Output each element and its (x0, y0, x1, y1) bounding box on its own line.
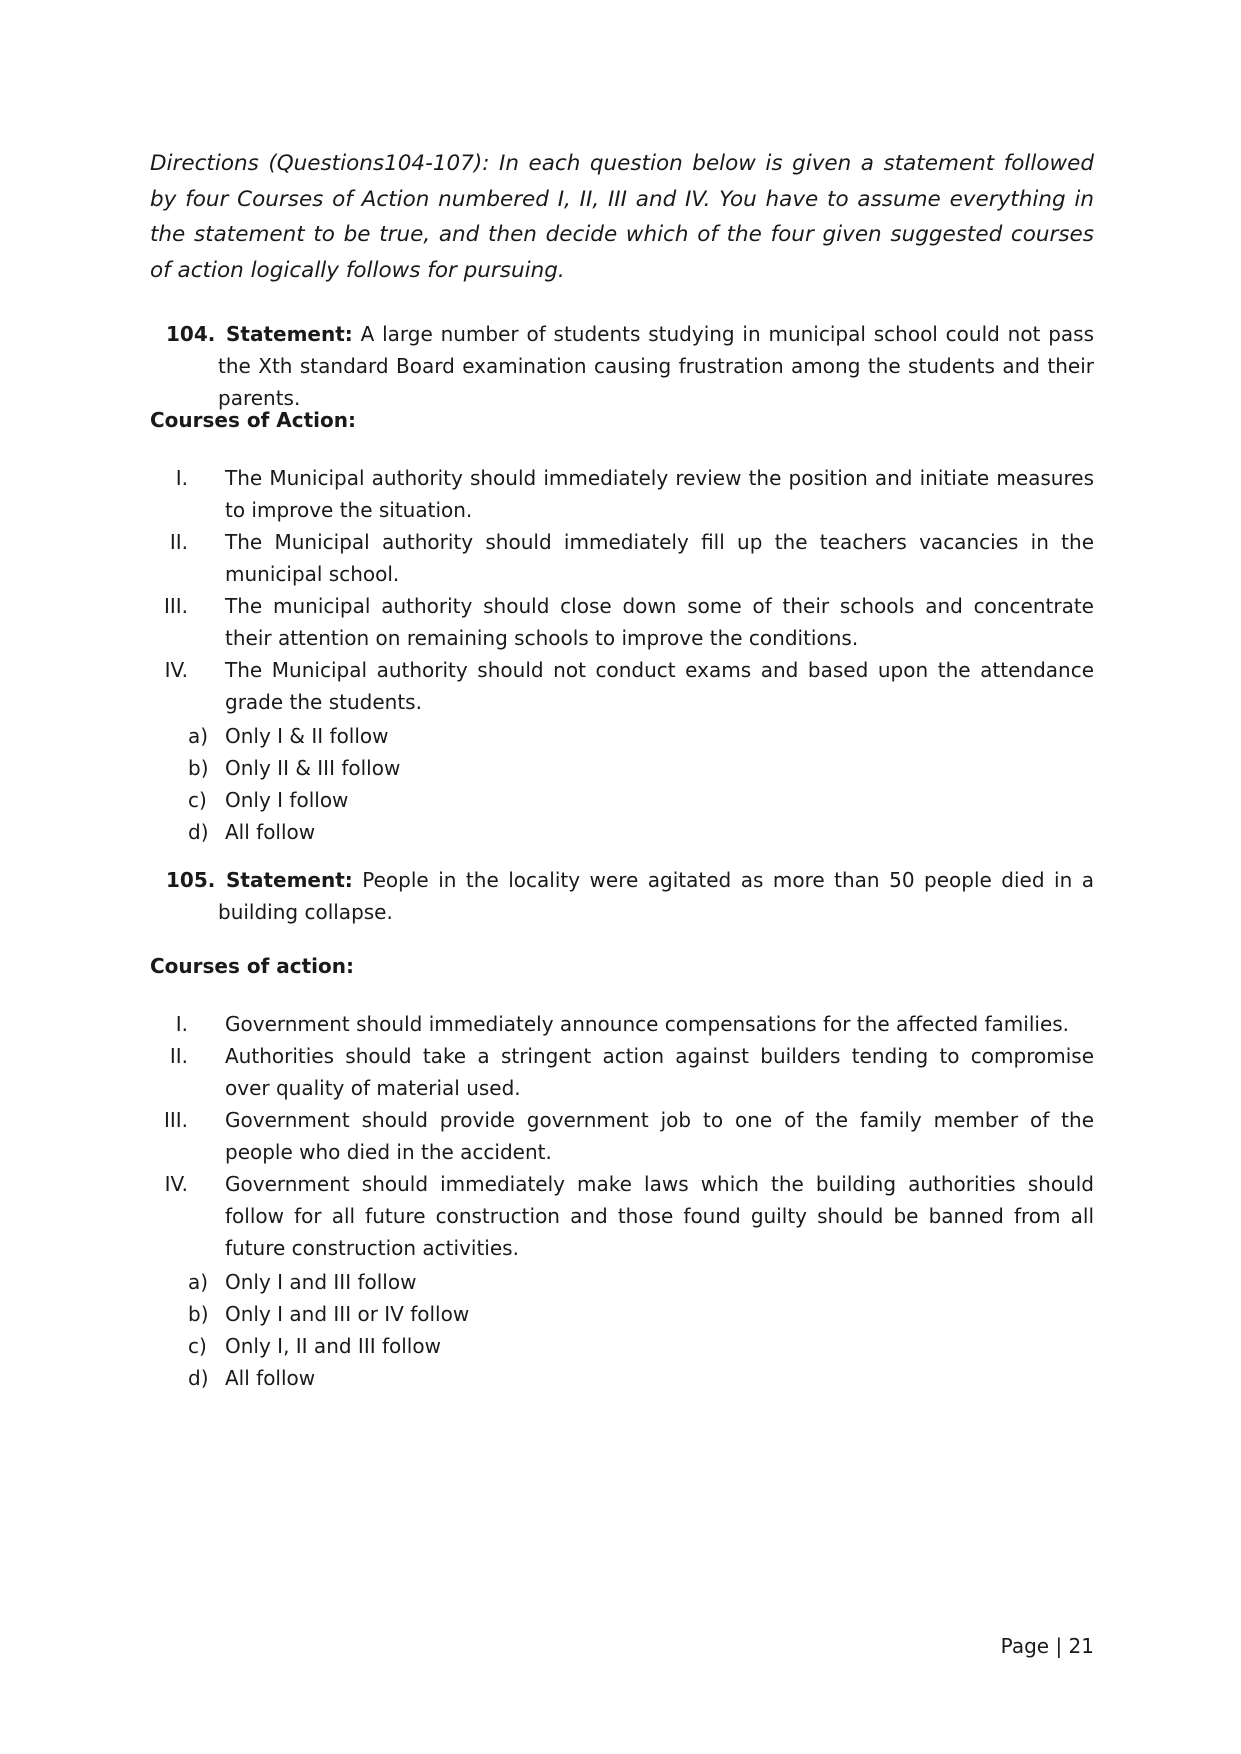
option-item (150, 1330, 469, 1362)
course-text: Authorities should take a stringent action against builders tending to compromise over quality of material used. (225, 1044, 1094, 1100)
course-number: I. (175, 466, 188, 490)
course-text: Government should immediately make laws which the building authorities should follow for all future construction and those found guilty should be banned from all future construction activities. (225, 1172, 1094, 1260)
course-item (150, 1104, 1094, 1168)
course-number: II. (169, 1044, 188, 1068)
course-text: The Municipal authority should immediately fill up the teachers vacancies in the municipal school. (225, 530, 1094, 586)
option-text: Only I, II and III follow (225, 1334, 441, 1358)
course-text: Government should immediately announce compensations for the affected families. (225, 1012, 1070, 1036)
statement-label: Statement: (226, 868, 353, 892)
option-letter: a) (188, 724, 209, 748)
course-number: I. (175, 1012, 188, 1036)
course-text: The municipal authority should close down some of their schools and concentrate their attention on remaining schools to improve the conditions. (225, 594, 1094, 650)
option-item (150, 1298, 469, 1330)
option-item (150, 1362, 469, 1394)
course-item (150, 1008, 1094, 1040)
course-item (150, 590, 1094, 654)
option-item (150, 720, 400, 752)
course-number: III. (163, 594, 188, 618)
course-number: III. (163, 1108, 188, 1132)
option-letter: a) (188, 1270, 209, 1294)
statement-label: Statement: (226, 322, 353, 346)
courses-heading: Courses of action: (150, 954, 355, 978)
option-text: Only II & III follow (225, 756, 401, 780)
course-number: II. (169, 530, 188, 554)
option-letter: b) (188, 1302, 209, 1326)
option-item (150, 1266, 469, 1298)
course-item (150, 1168, 1094, 1264)
option-text: Only I follow (225, 788, 349, 812)
course-number: IV. (164, 1172, 188, 1196)
option-text: Only I and III follow (225, 1270, 417, 1294)
option-item (150, 784, 400, 816)
course-number: IV. (164, 658, 188, 682)
question-statement (166, 318, 1094, 414)
options-list (150, 1266, 469, 1394)
courses-list (150, 1008, 1094, 1264)
option-text: All follow (225, 820, 316, 844)
course-text: Government should provide government job to one of the family member of the people who died in the accident. (225, 1108, 1094, 1164)
question-number: 105. (166, 868, 216, 892)
option-letter: d) (188, 820, 209, 844)
option-letter: d) (188, 1366, 209, 1390)
course-text: The Municipal authority should immediately review the position and initiate measures to improve the situation. (225, 466, 1094, 522)
option-text: Only I and III or IV follow (225, 1302, 470, 1326)
question-statement (166, 864, 1094, 928)
option-letter: c) (188, 1334, 207, 1358)
page-number: Page | 21 (1000, 1634, 1094, 1658)
option-letter: c) (188, 788, 207, 812)
option-text: All follow (225, 1366, 316, 1390)
statement-text: A large number of students studying in municipal school could not pass the Xth standard Board examination causing frustration among the students and their parents. (218, 322, 1094, 410)
course-text: The Municipal authority should not conduct exams and based upon the attendance grade the students. (225, 658, 1094, 714)
courses-list (150, 462, 1094, 718)
course-item (150, 526, 1094, 590)
statement-text: People in the locality were agitated as more than 50 people died in a building collapse. (218, 868, 1094, 924)
question-number: 104. (166, 322, 216, 346)
option-item (150, 752, 400, 784)
option-letter: b) (188, 756, 209, 780)
course-item (150, 462, 1094, 526)
course-item (150, 654, 1094, 718)
option-text: Only I & II follow (225, 724, 389, 748)
courses-heading: Courses of Action: (150, 408, 356, 432)
directions-text: Directions (Questions104-107): In each question below is given a statement followed by four Courses of Action numbered I, II, III and IV. You have to assume everything in the statement to be true, and then decide which of the four given suggested courses of action logically follows for pursuing. (150, 151, 1094, 283)
course-item (150, 1040, 1094, 1104)
option-item (150, 816, 400, 848)
question-105 (150, 864, 1094, 928)
options-list (150, 720, 400, 848)
question-104 (150, 318, 1094, 414)
